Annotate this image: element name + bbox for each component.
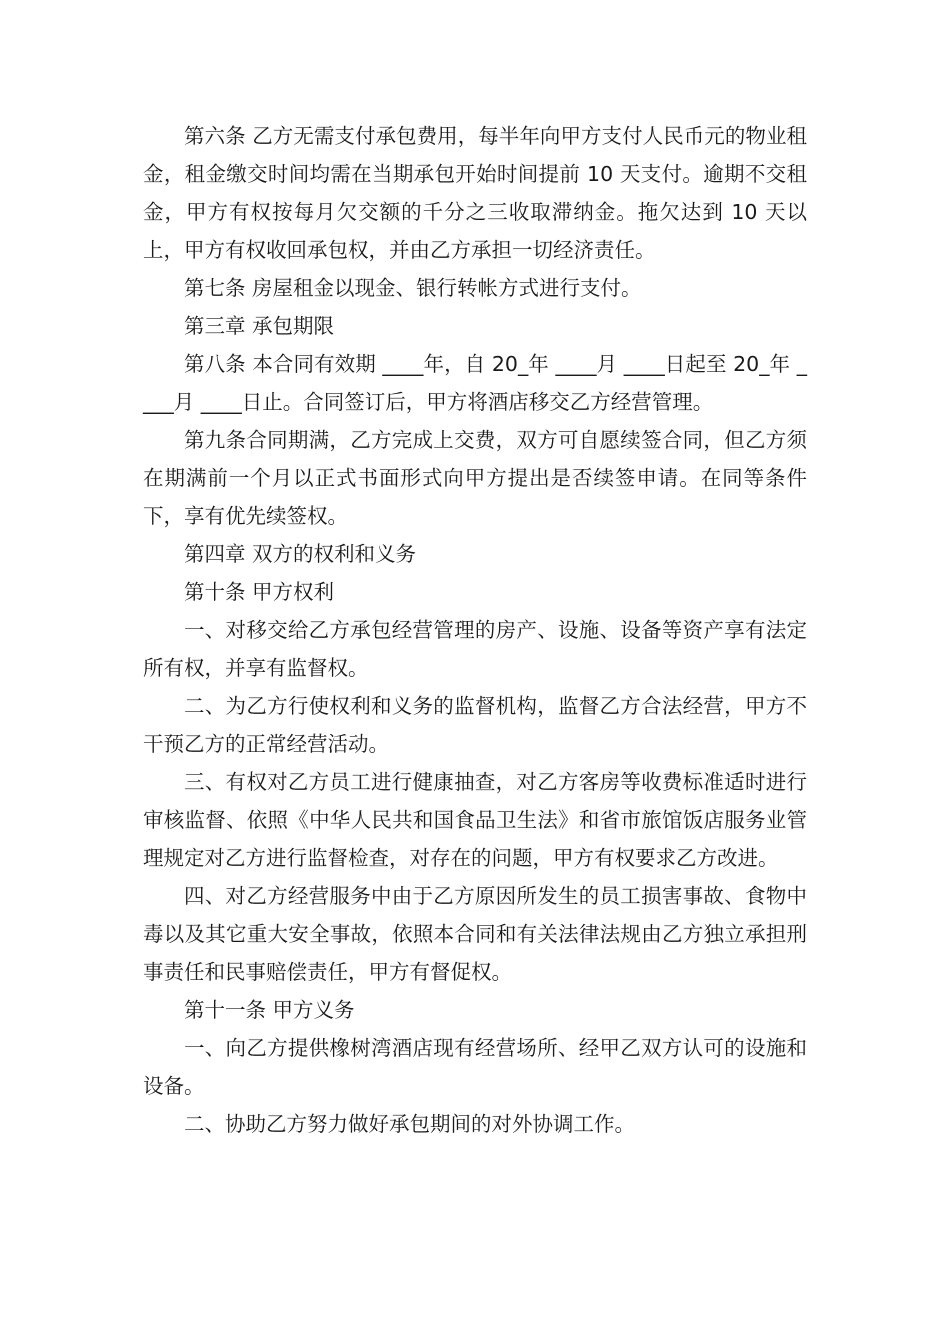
article-10-item-2: 二、为乙方行使权利和义务的监督机构，监督乙方合法经营，甲方不干预乙方的正常经营活动。: [143, 694, 807, 756]
paragraph-article-7: 第七条 房屋租金以现金、银行转帐方式进行支付。: [184, 276, 642, 300]
document-body: [143, 117, 807, 1143]
paragraph-article-9: 第九条合同期满，乙方完成上交费，双方可自愿续签合同，但乙方须在期满前一个月以正式书面形式向甲方提出是否续签申请。在同等条件下，享有优先续签权。: [143, 428, 807, 528]
article-10-heading: 第十条 甲方权利: [184, 580, 335, 604]
article-10-item-4: 四、对乙方经营服务中由于乙方原因所发生的员工损害事故、食物中毒以及其它重大安全事故，依照本合同和有关法律法规由乙方独立承担刑事责任和民事赔偿责任，甲方有督促权。: [143, 884, 807, 984]
article-11-item-1: 一、向乙方提供橡树湾酒店现有经营场所、经甲乙双方认可的设施和设备。: [143, 1036, 807, 1098]
paragraph-article-6: 第六条 乙方无需支付承包费用，每半年向甲方支付人民币元的物业租金，租金缴交时间均需在当期承包开始时间提前 10 天支付。逾期不交租金，甲方有权按每月欠交额的千分之三收取滞纳金。拖欠达到 10 天以上，甲方有权收回承包权，并由乙方承担一切经济责任。: [143, 124, 807, 262]
article-11-heading: 第十一条 甲方义务: [184, 998, 355, 1022]
paragraph-article-8: 第八条 本合同有效期 ____年，自 20_年 ____月 ____日起至 20_年 ____月 ____日止。合同签订后，甲方将酒店移交乙方经营管理。: [143, 352, 807, 414]
article-10-item-3: 三、有权对乙方员工进行健康抽查，对乙方客房等收费标准适时进行审核监督、依照《中华人民共和国食品卫生法》和省市旅馆饭店服务业管理规定对乙方进行监督检查，对存在的问题，甲方有权要求乙方改进。: [143, 770, 807, 870]
chapter-4-heading: 第四章 双方的权利和义务: [184, 542, 417, 566]
article-10-item-1: 一、对移交给乙方承包经营管理的房产、设施、设备等资产享有法定所有权，并享有监督权。: [143, 618, 807, 680]
article-11-item-2: 二、协助乙方努力做好承包期间的对外协调工作。: [184, 1112, 635, 1136]
chapter-3-heading: 第三章 承包期限: [184, 314, 335, 338]
